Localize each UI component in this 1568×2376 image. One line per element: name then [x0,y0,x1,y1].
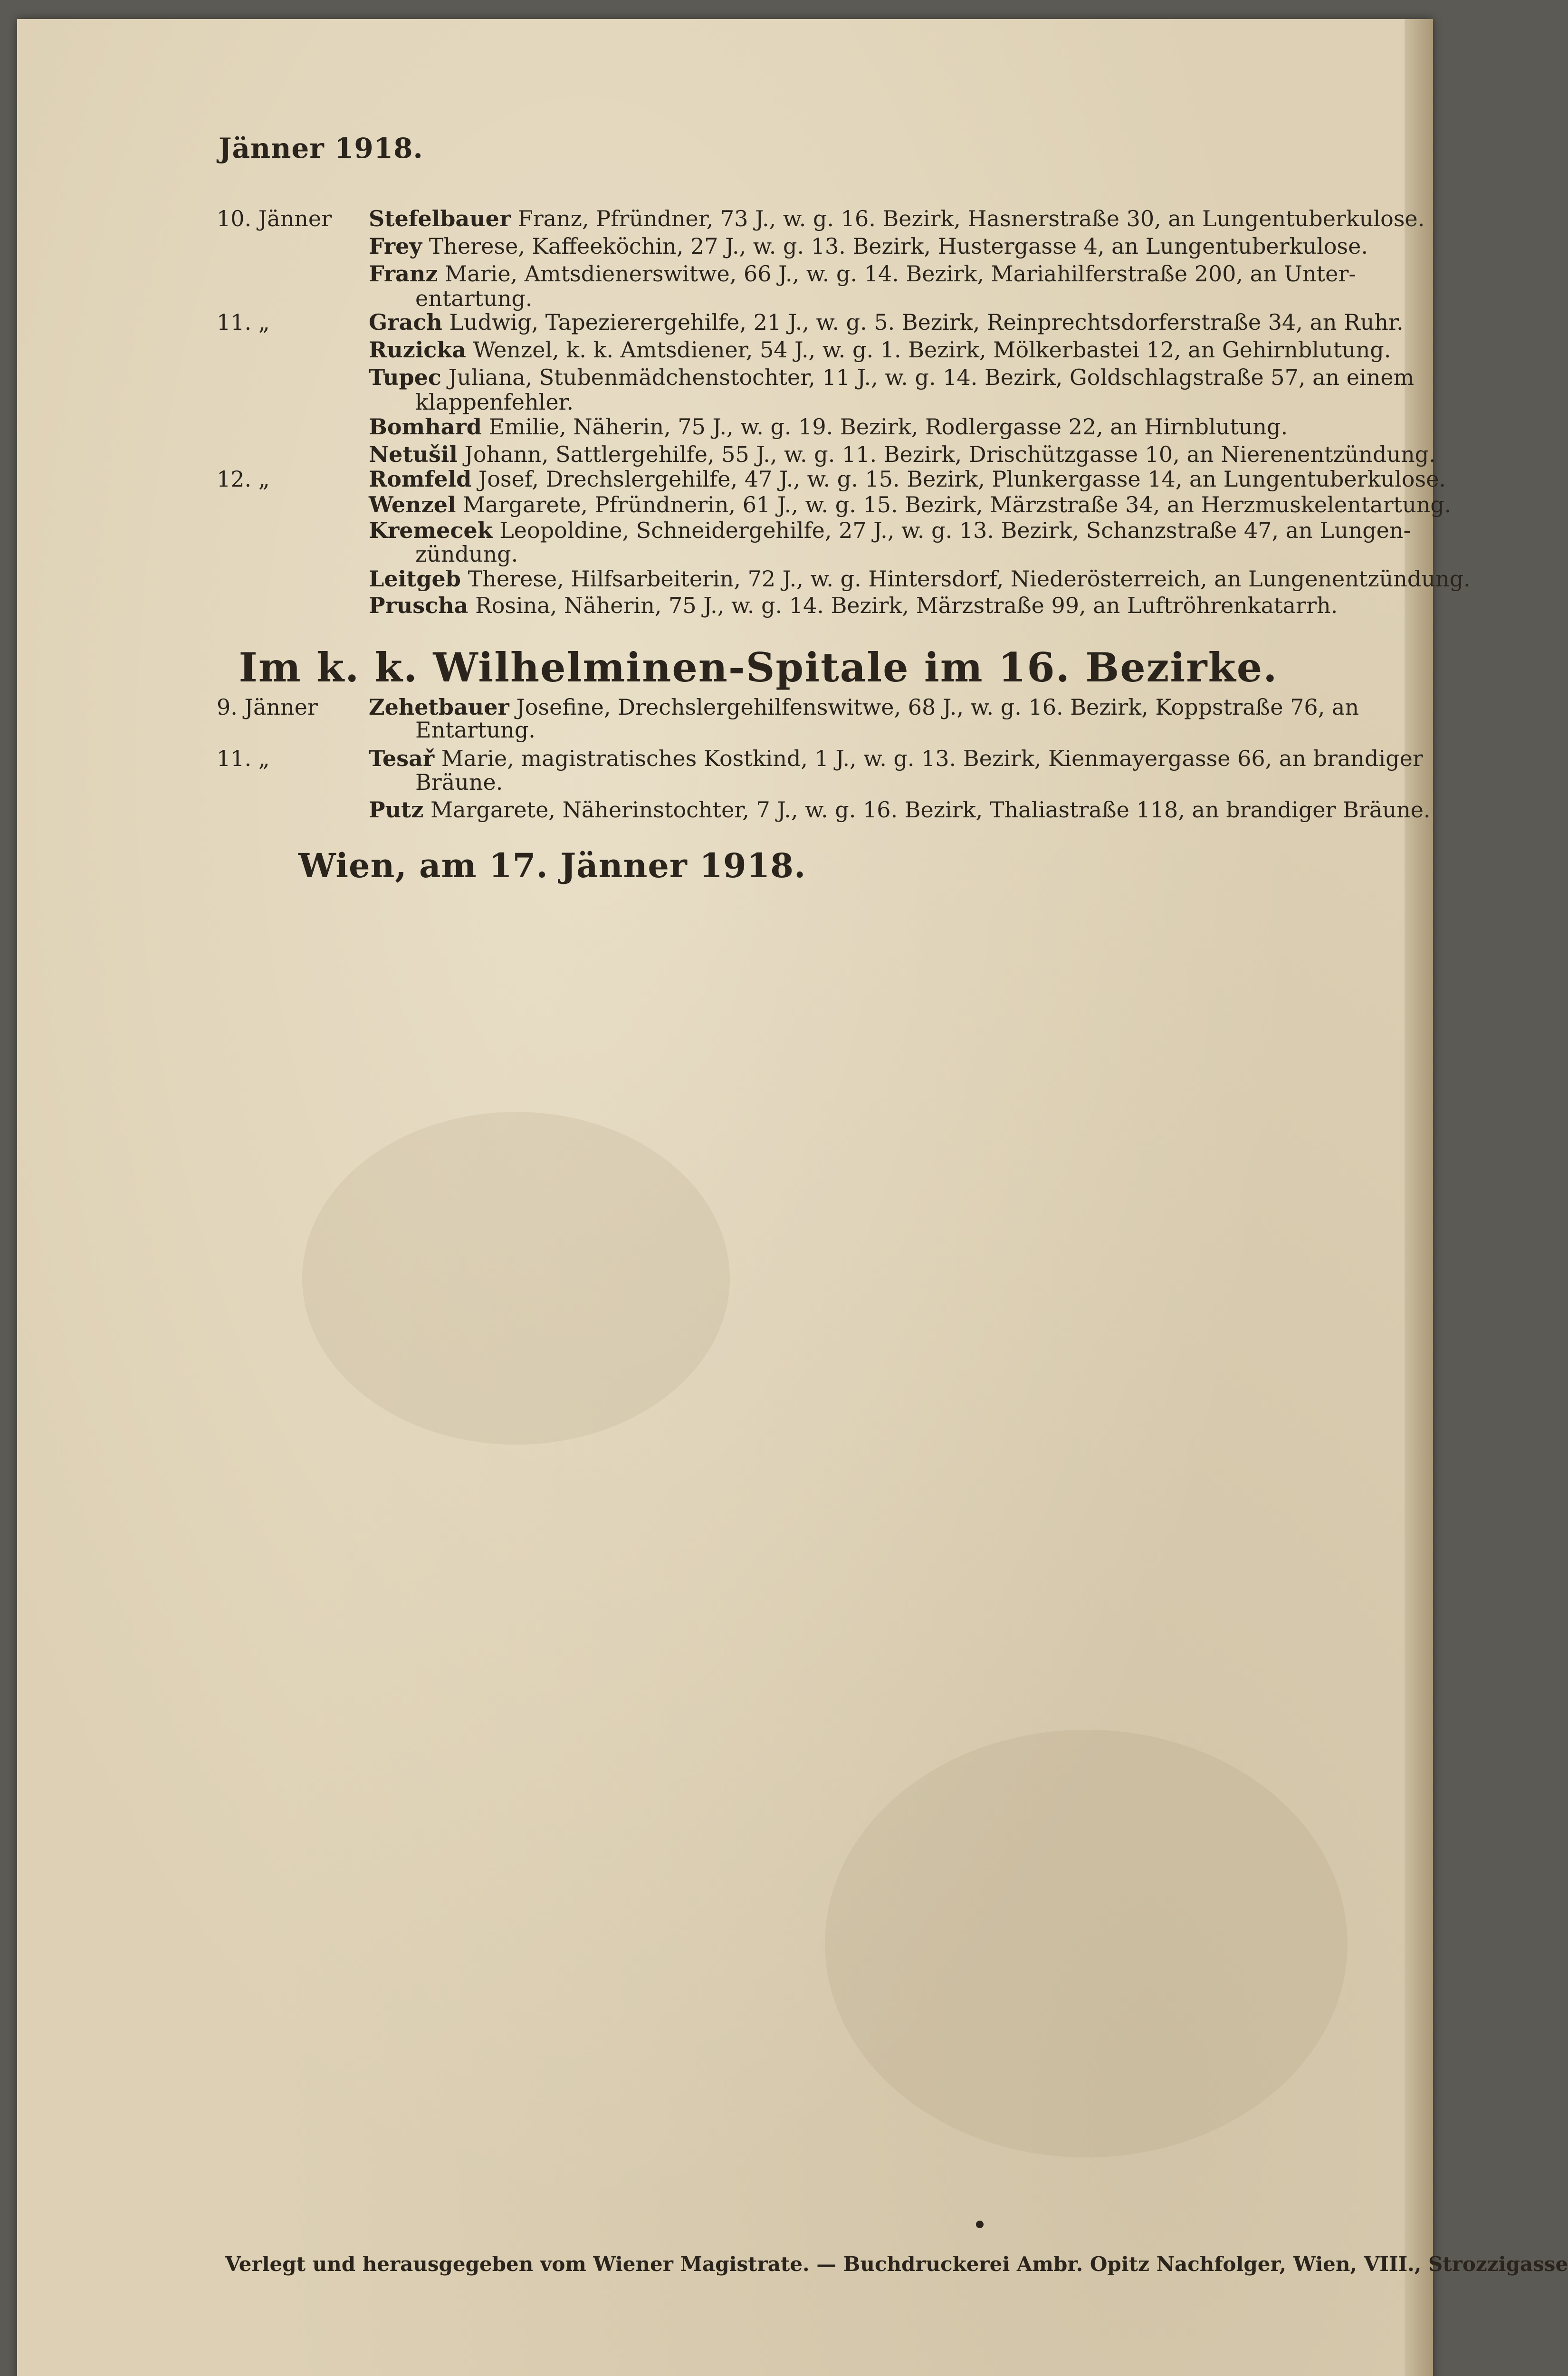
list-item [217,491,1452,518]
entry-name: Romfeld [369,466,472,492]
list-item [217,745,1452,772]
entry-continuation: entartung. [415,286,533,311]
list-item [217,565,1471,592]
entry-name: Pruscha [369,593,468,618]
entry-text: Josefine, Drechslergehilfenswitwe, 68 J., w. g. 16. Bezirk, Koppstraße 76, an [516,694,1359,720]
imprint-footer: Verlegt und herausgegeben vom Wiener Magistrate. — Buchdruckerei Ambr. Opitz Nachfolger, Wien, VIII., Strozzigasse [225,2252,1568,2276]
entry-continuation: klappenfehler. [415,389,574,415]
entry-text: Johann, Sattlergehilfe, 55 J., w. g. 11. Bezirk, Drischützgasse 10, an Nierenentzündung. [464,441,1436,467]
list-item [217,309,1452,335]
entry-name: Frey [369,233,422,259]
entry-text: Margarete, Näherinstochter, 7 J., w. g. 16. Bezirk, Thaliastraße 118, an brandiger Bräune. [430,797,1431,823]
entry-name: Zehetbauer [369,694,509,720]
list-item [217,336,1452,363]
list-item [217,592,1452,619]
list-item [217,413,1452,440]
list-item [217,441,1452,468]
list-item [217,517,1452,544]
list-item [217,260,1452,287]
entry-date: 11. „ [217,746,270,771]
entry-text: Franz, Pfründner, 73 J., w. g. 16. Bezirk, Hasnerstraße 30, an Lungentuberkulose. [517,206,1425,231]
entry-text: Marie, Amtsdienerswitwe, 66 J., w. g. 14. Bezirk, Mariahilferstraße 200, an Unter- [445,261,1356,287]
entry-name: Kremecek [369,517,493,543]
footer-dot [976,2221,984,2228]
entry-name: Leitgeb [369,566,461,592]
section-title: Im k. k. Wilhelminen-Spitale im 16. Bezirke. [239,644,1278,691]
entry-name: Grach [369,309,442,335]
entry-text: Emilie, Näherin, 75 J., w. g. 19. Bezirk, Rodlergasse 22, an Hirnblutung. [488,414,1288,440]
entry-date: 11. „ [217,309,270,335]
document-page [17,19,1568,2376]
list-item [217,205,1452,232]
entry-text: Margarete, Pfründnerin, 61 J., w. g. 15. Bezirk, Märzstraße 34, an Herzmuskelentartung. [463,492,1452,517]
entry-continuation: zündung. [415,541,518,567]
entry-name: Tesař [369,746,435,771]
page-header: Jänner 1918. [219,132,423,164]
entry-text: Wenzel, k. k. Amtsdiener, 54 J., w. g. 1. Bezirk, Mölkerbastei 12, an Gehirnblutung. [473,337,1391,363]
entry-date: 9. Jänner [217,694,318,720]
entry-continuation: Entartung. [415,717,535,743]
list-item [217,364,1452,391]
entry-text: Marie, magistratisches Kostkind, 1 J., w. g. 13. Bezirk, Kienmayergasse 66, an brandiger [441,746,1423,771]
list-item [217,694,1452,720]
entry-name: Stefelbauer [369,206,511,231]
entry-name: Ruzicka [369,337,466,363]
list-item [217,466,1452,492]
entry-name: Wenzel [369,492,456,517]
entry-name: Putz [369,797,424,823]
entry-text: Leopoldine, Schneidergehilfe, 27 J., w. g. 13. Bezirk, Schanzstraße 47, an Lungen- [499,517,1411,543]
entry-name: Tupec [369,364,441,390]
entry-date: 12. „ [217,466,270,492]
entry-continuation: Bräune. [415,769,503,795]
entry-text: Rosina, Näherin, 75 J., w. g. 14. Bezirk, Märzstraße 99, an Luftröhrenkatarrh. [475,593,1338,618]
entry-name: Franz [369,261,438,287]
closing-line: Wien, am 17. Jänner 1918. [298,846,806,885]
entry-text: Juliana, Stubenmädchenstochter, 11 J., w. g. 14. Bezirk, Goldschlagstraße 57, an einem [448,364,1415,390]
entry-text: Therese, Kaffeeköchin, 27 J., w. g. 13. Bezirk, Hustergasse 4, an Lungentuberkulose. [429,233,1368,259]
list-item [217,233,1452,259]
entry-date: 10. Jänner [217,206,332,231]
entry-text: Josef, Drechslergehilfe, 47 J., w. g. 15. Bezirk, Plunkergasse 14, an Lungentuberkulose. [478,466,1446,492]
entry-name: Netušil [369,441,458,467]
entry-name: Bomhard [369,414,482,440]
entry-text: Ludwig, Tapezierergehilfe, 21 J., w. g. 5. Bezirk, Reinprechtsdorferstraße 34, an Ruhr. [449,309,1404,335]
list-item [217,796,1452,823]
entry-text: Therese, Hilfsarbeiterin, 72 J., w. g. Hintersdorf, Niederösterreich, an Lungenentzündung. [468,566,1471,592]
document-content [17,19,1568,2376]
